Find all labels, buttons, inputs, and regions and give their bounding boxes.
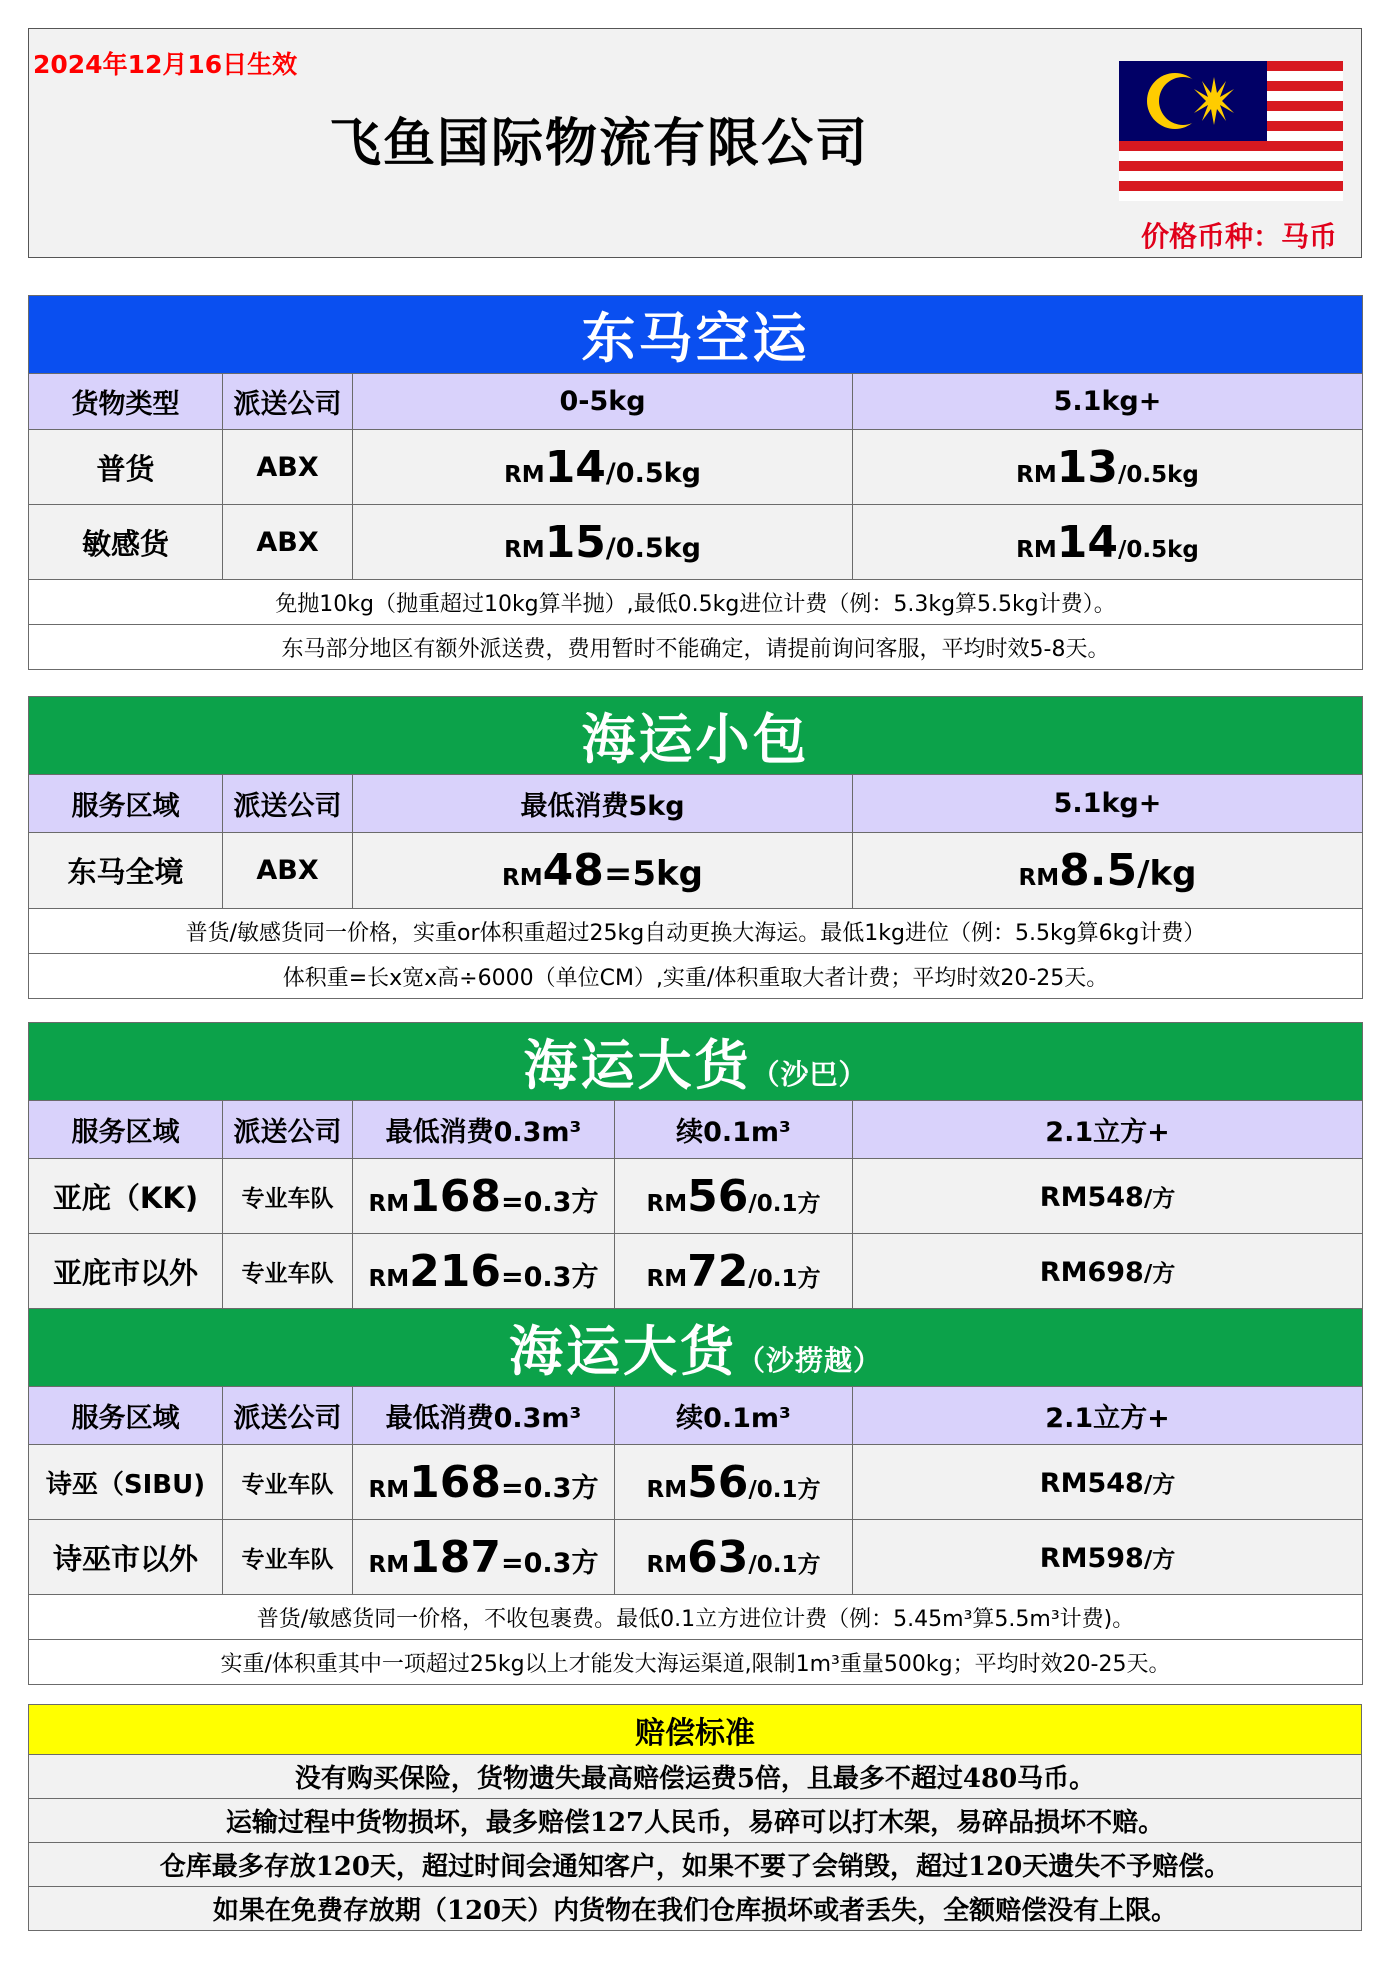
price-cell: RM216=0.3方 <box>353 1234 615 1309</box>
header-area: 服务区域 <box>29 1387 223 1445</box>
note-line: 普货/敏感货同一价格，实重or体积重超过25kg自动更换大海运。最低1kg进位（例：5.5kg算6kg计费） <box>29 909 1363 954</box>
header-area: 服务区域 <box>29 1101 223 1159</box>
price-cell: RM72/0.1方 <box>615 1234 853 1309</box>
price-cell: RM187=0.3方 <box>353 1520 615 1595</box>
header-0-5kg: 0-5kg <box>353 374 853 430</box>
service-area: 亚庇市以外 <box>29 1234 223 1309</box>
air-freight-table <box>28 295 1363 670</box>
sea-small-title: 海运小包 <box>29 697 1363 775</box>
carrier: ABX <box>223 430 353 505</box>
sea-small-parcel-table <box>28 696 1363 999</box>
header-2-1-cbm-plus: 2.1立方+ <box>853 1101 1363 1159</box>
header-additional: 续0.1m³ <box>615 1387 853 1445</box>
table-row <box>29 833 1363 909</box>
effective-date: 2024年12月16日生效 <box>33 50 298 79</box>
price-cell: RM56/0.1方 <box>615 1445 853 1520</box>
price-cell: RM698/方 <box>853 1234 1363 1309</box>
price-cell: RM13/0.5kg <box>853 430 1363 505</box>
price-cell: RM598/方 <box>853 1520 1363 1595</box>
price-cell: RM15/0.5kg <box>353 505 853 580</box>
note-line: 体积重=长x宽x高÷6000（单位CM）,实重/体积重取大者计费；平均时效20-25天。 <box>29 954 1363 999</box>
table-row <box>29 1445 1363 1520</box>
price-cell: RM548/方 <box>853 1445 1363 1520</box>
header-5kg-plus: 5.1kg+ <box>853 374 1363 430</box>
header-area: 服务区域 <box>29 775 223 833</box>
cargo-type: 敏感货 <box>29 505 223 580</box>
price-cell: RM168=0.3方 <box>353 1159 615 1234</box>
compensation-title: 赔偿标准 <box>29 1705 1362 1755</box>
price-cell: RM14/0.5kg <box>853 505 1363 580</box>
carrier: ABX <box>223 505 353 580</box>
header-min-charge: 最低消费0.3m³ <box>353 1101 615 1159</box>
note-line: 普货/敏感货同一价格，不收包裹费。最低0.1立方进位计费（例：5.45m³算5.5m³计费)。 <box>29 1595 1363 1640</box>
price-cell: RM168=0.3方 <box>353 1445 615 1520</box>
company-name: 飞鱼国际物流有限公司 <box>328 114 869 174</box>
price-cell: RM56/0.1方 <box>615 1159 853 1234</box>
carrier: 专业车队 <box>223 1445 353 1520</box>
compensation-table <box>28 1704 1362 1931</box>
header-min-charge: 最低消费0.3m³ <box>353 1387 615 1445</box>
price-cell: RM48=5kg <box>353 833 853 909</box>
carrier: 专业车队 <box>223 1234 353 1309</box>
cargo-type: 普货 <box>29 430 223 505</box>
table-row <box>29 1520 1363 1595</box>
sea-big-sarawak-title: 海运大货（沙捞越） <box>29 1309 1363 1387</box>
sea-big-sabah-title: 海运大货（沙巴） <box>29 1023 1363 1101</box>
sea-big-cargo-table <box>28 1022 1363 1685</box>
list-item <box>29 1887 1362 1931</box>
list-item <box>29 1843 1362 1887</box>
price-cell: RM14/0.5kg <box>353 430 853 505</box>
service-area: 诗巫市以外 <box>29 1520 223 1595</box>
note-line: 免抛10kg（抛重超过10kg算半抛）,最低0.5kg进位计费（例：5.3kg算5.5kg计费）。 <box>29 580 1363 625</box>
compensation-item: 如果在免费存放期（120天）内货物在我们仓库损坏或者丢失，全额赔偿没有上限。 <box>29 1887 1362 1931</box>
header-additional: 续0.1m³ <box>615 1101 853 1159</box>
table-row <box>29 1159 1363 1234</box>
header-carrier: 派送公司 <box>223 775 353 833</box>
header-2-1-cbm-plus: 2.1立方+ <box>853 1387 1363 1445</box>
header-carrier: 派送公司 <box>223 1101 353 1159</box>
header-carrier: 派送公司 <box>223 374 353 430</box>
air-freight-title: 东马空运 <box>29 296 1363 374</box>
table-row <box>29 1234 1363 1309</box>
compensation-item: 仓库最多存放120天，超过时间会通知客户，如果不要了会销毁，超过120天遗失不予赔偿。 <box>29 1843 1362 1887</box>
carrier: ABX <box>223 833 353 909</box>
note-line: 东马部分地区有额外派送费，费用暂时不能确定，请提前询问客服，平均时效5-8天。 <box>29 625 1363 670</box>
malaysia-flag-icon <box>1119 61 1343 201</box>
table-row <box>29 430 1363 505</box>
table-row <box>29 505 1363 580</box>
header-min-charge: 最低消费5kg <box>353 775 853 833</box>
price-cell: RM548/方 <box>853 1159 1363 1234</box>
header-5kg-plus: 5.1kg+ <box>853 775 1363 833</box>
price-cell: RM8.5/kg <box>853 833 1363 909</box>
header-cargo-type: 货物类型 <box>29 374 223 430</box>
carrier: 专业车队 <box>223 1159 353 1234</box>
compensation-item: 运输过程中货物损坏，最多赔偿127人民币，易碎可以打木架，易碎品损坏不赔。 <box>29 1799 1362 1843</box>
header-carrier: 派送公司 <box>223 1387 353 1445</box>
price-cell: RM63/0.1方 <box>615 1520 853 1595</box>
document-header <box>28 28 1362 258</box>
service-area: 亚庇（KK) <box>29 1159 223 1234</box>
service-area: 诗巫（SIBU) <box>29 1445 223 1520</box>
list-item <box>29 1799 1362 1843</box>
compensation-item: 没有购买保险，货物遗失最高赔偿运费5倍，且最多不超过480马币。 <box>29 1755 1362 1799</box>
service-area: 东马全境 <box>29 833 223 909</box>
carrier: 专业车队 <box>223 1520 353 1595</box>
note-line: 实重/体积重其中一项超过25kg以上才能发大海运渠道,限制1m³重量500kg；平均时效20-25天。 <box>29 1640 1363 1685</box>
list-item <box>29 1755 1362 1799</box>
currency-label: 价格币种：马币 <box>1140 220 1337 253</box>
